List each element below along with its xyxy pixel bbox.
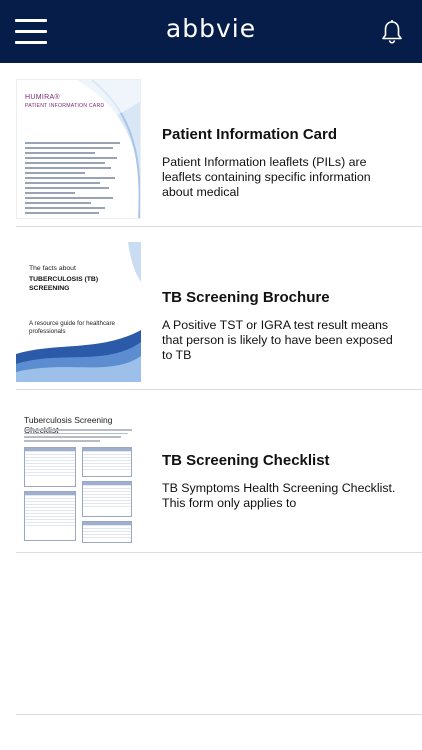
- list-item-tb-screening-brochure[interactable]: [0, 226, 422, 389]
- abbvie-logo: abbvie: [165, 14, 257, 43]
- item-title: TB Screening Checklist: [162, 452, 330, 469]
- item-title: Patient Information Card: [162, 126, 338, 143]
- tb-brochure-thumbnail: [16, 242, 141, 382]
- bell-icon[interactable]: [380, 19, 404, 45]
- patient-card-thumbnail: [16, 79, 141, 219]
- brochure-line-1: The facts about: [29, 265, 76, 272]
- menu-line: [15, 30, 47, 33]
- menu-line: [15, 41, 47, 44]
- blue-wave-graphic: [16, 242, 141, 382]
- checklist-table: [24, 447, 76, 487]
- checklist-intro-lines: [24, 429, 132, 444]
- list-divider: [16, 714, 422, 715]
- checklist-table: [82, 447, 132, 477]
- list-item-patient-information-card[interactable]: [0, 63, 422, 226]
- card-text-lines: [25, 142, 125, 217]
- humira-brand: HUMIRA®: [25, 94, 60, 101]
- checklist-table: [82, 481, 132, 517]
- card-subtitle: PATIENT INFORMATION CARD: [25, 103, 105, 109]
- tb-checklist-thumbnail: [16, 405, 141, 545]
- checklist-table: [24, 491, 76, 541]
- brochure-line-2: TUBERCULOSIS (TB) SCREENING: [29, 276, 99, 292]
- checklist-heading: Tuberculosis Screening: [24, 415, 113, 425]
- item-title: TB Screening Brochure: [162, 289, 330, 306]
- hamburger-menu-icon[interactable]: [15, 19, 47, 45]
- item-description: A Positive TST or IGRA test result means that person is likely to have been exposed to TB: [162, 318, 393, 362]
- item-description: TB Symptoms Health Screening Checklist. This form only applies to: [162, 481, 396, 510]
- top-app-bar: [0, 0, 422, 63]
- list-item-tb-screening-checklist[interactable]: [0, 389, 422, 552]
- menu-line: [15, 19, 47, 22]
- item-description: Patient Information leaflets (PILs) are leaflets containing specific information about medical: [162, 155, 371, 199]
- checklist-table: [82, 521, 132, 543]
- brochure-line-3: A resource guide for healthcare professionals: [29, 320, 115, 335]
- list-divider: [16, 552, 422, 553]
